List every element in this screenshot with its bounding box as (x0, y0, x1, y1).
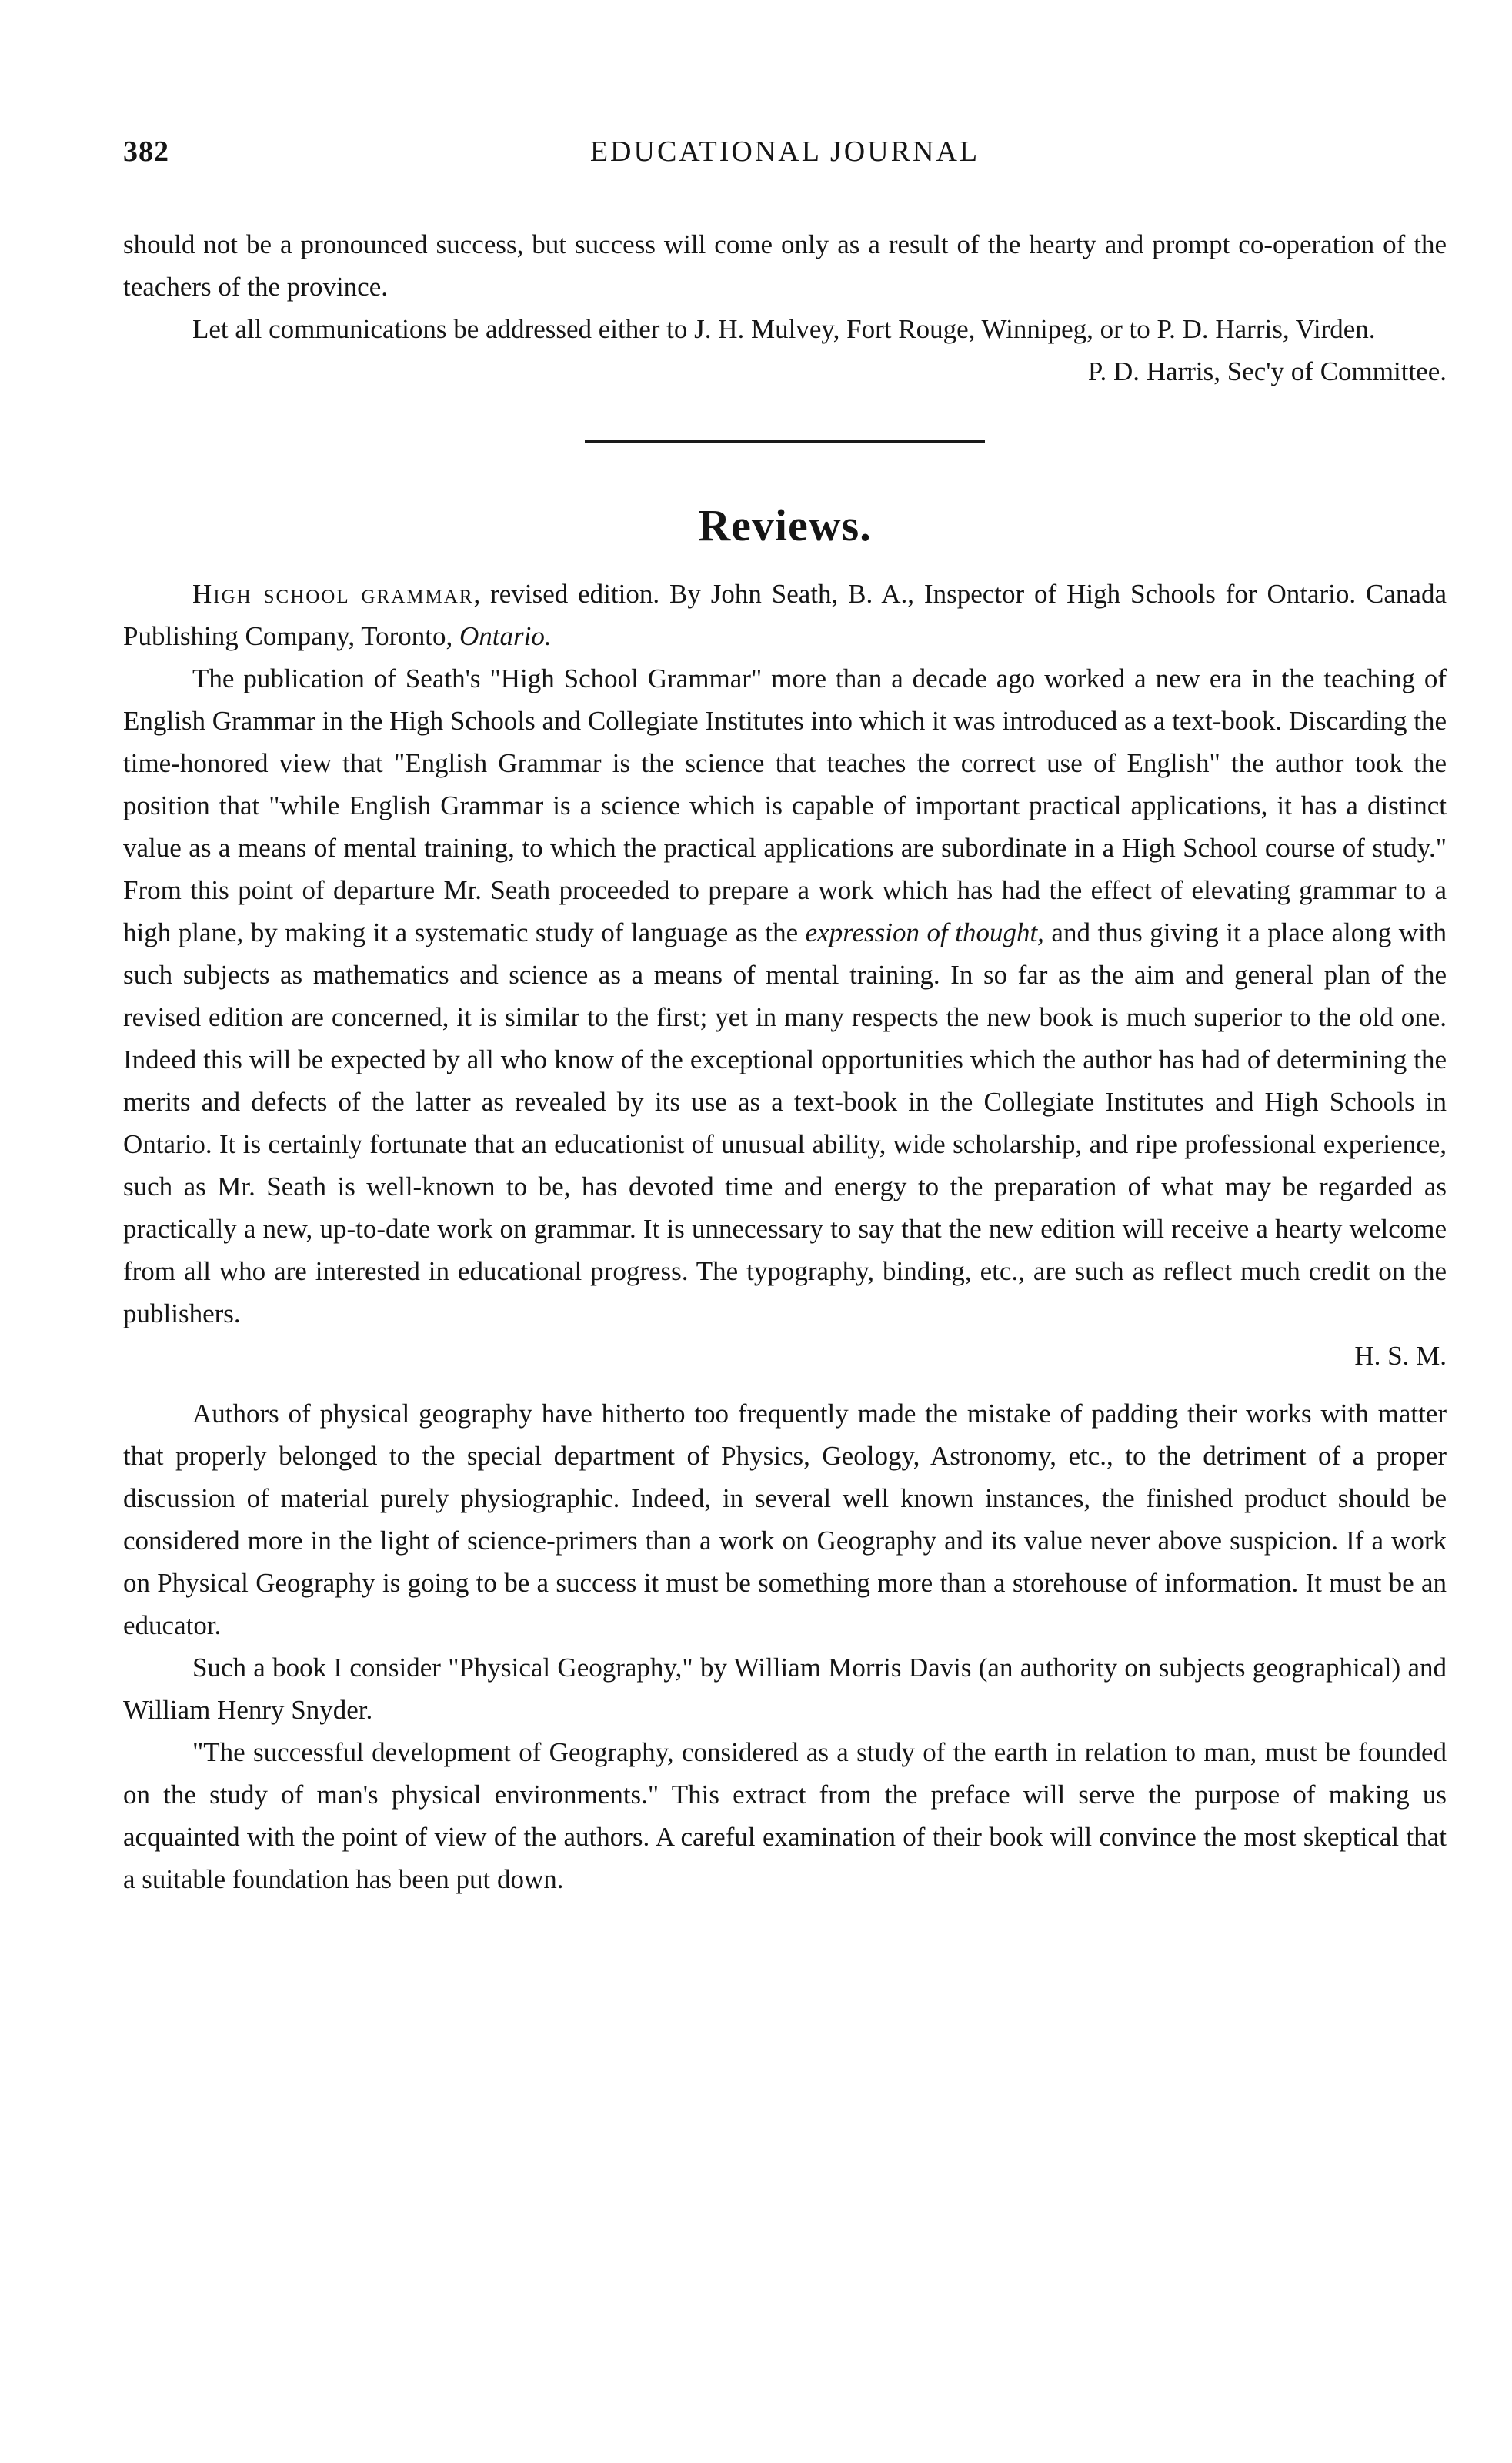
reviews-heading: Reviews. (698, 500, 872, 550)
page-number: 382 (123, 135, 169, 168)
continued-paragraph: should not be a pronounced success, but success will come only as a result of the hearty and prompt co-operation of the teachers of the province. (123, 229, 1447, 302)
reviewer-initials: H. S. M. (1354, 1341, 1447, 1371)
book-title: High school grammar (192, 579, 474, 609)
section-divider-wrap (123, 393, 1447, 485)
citation-place: Ontario. (459, 621, 552, 651)
geography-review-para-3: "The successful development of Geography, considered as a study of the earth in relation to man, must be founded on the study of man's physical environments." This extract from the preface will serve the purpose of making us acquainted with the point of view of the authors. A careful examination of their book will convince the most skeptical that a suitable foundation has been put down. (123, 1737, 1447, 1894)
spacer (123, 1377, 1447, 1392)
grammar-review-body (123, 657, 1447, 1335)
review-citation (123, 573, 1447, 657)
review-text-b: and thus giving it a place along with such subjects as mathematics and science as a means of mental training. In so far as the aim and general plan of the revised edition are concerned, it is similar to the first; yet in many respects the new book is much superior to the old one. Indeed this will be expected by all who know of the exceptional opportunities which the author has had of determining the merits and defects of the latter as revealed by its use as a text-book in the Collegiate Institutes and High Schools in Ontario. It is certainly fortunate that an educationist of unusual ability, wide scholarship, and ripe professional experience, such as Mr. Seath is well-known to be, has devoted time and energy to the preparation of what may be regarded as practically a new, up-to-date work on grammar. It is unnecessary to say that the new edition will receive a hearty welcome from all who are interested in educational progress. The typography, binding, etc., are such as reflect much credit on the publishers. (123, 917, 1447, 1328)
committee-signature: P. D. Harris, Sec'y of Committee. (1087, 356, 1447, 386)
review-italic-phrase: expression of thought, (805, 917, 1044, 947)
citation-text: , revised edition. By John Seath, B. A., Inspector of High Schools for Ontario. Canada Publishing Company, Toronto, (123, 579, 1447, 651)
section-divider (585, 440, 985, 443)
geography-review-para-2: Such a book I consider "Physical Geography," by William Morris Davis (an authority on subjects geographical) and William Henry Snyder. (123, 1653, 1447, 1725)
running-title: EDUCATIONAL JOURNAL (589, 135, 980, 168)
page-body (123, 223, 1447, 1900)
review-text-a: The publication of Seath's "High School Grammar" more than a decade ago worked a new era in the teaching of English Grammar in the High Schools and Collegiate Institutes into which it was introduced as a text-book. Discarding the time-honored view that "English Grammar is the science that teaches the correct use of English" the author took the position that "while English Grammar is a science which is capable of important practical applications, it has a distinct value as a means of mental training, to which the practical applications are subordinate in a High School course of study." From this point of departure Mr. Seath proceeded to prepare a work which has had the effect of elevating grammar to a high plane, by making it a systematic study of language as the (123, 663, 1447, 947)
geography-review-para-1: Authors of physical geography have hitherto too frequently made the mistake of padding their works with matter that properly belonged to the special department of Physics, Geology, Astronomy, etc., to the detriment of a proper discussion of material purely physiographic. Indeed, in several well known instances, the finished product should be considered more in the light of science-primers than a work on Geography and its value never above suspicion. If a work on Physical Geography is going to be a success it must be something more than a storehouse of information. It must be an educator. (123, 1399, 1447, 1640)
page-header (123, 135, 1447, 181)
communications-paragraph: Let all communications be addressed either to J. H. Mulvey, Fort Rouge, Winnipeg, or to P. D. Harris, Virden. (192, 314, 1376, 344)
